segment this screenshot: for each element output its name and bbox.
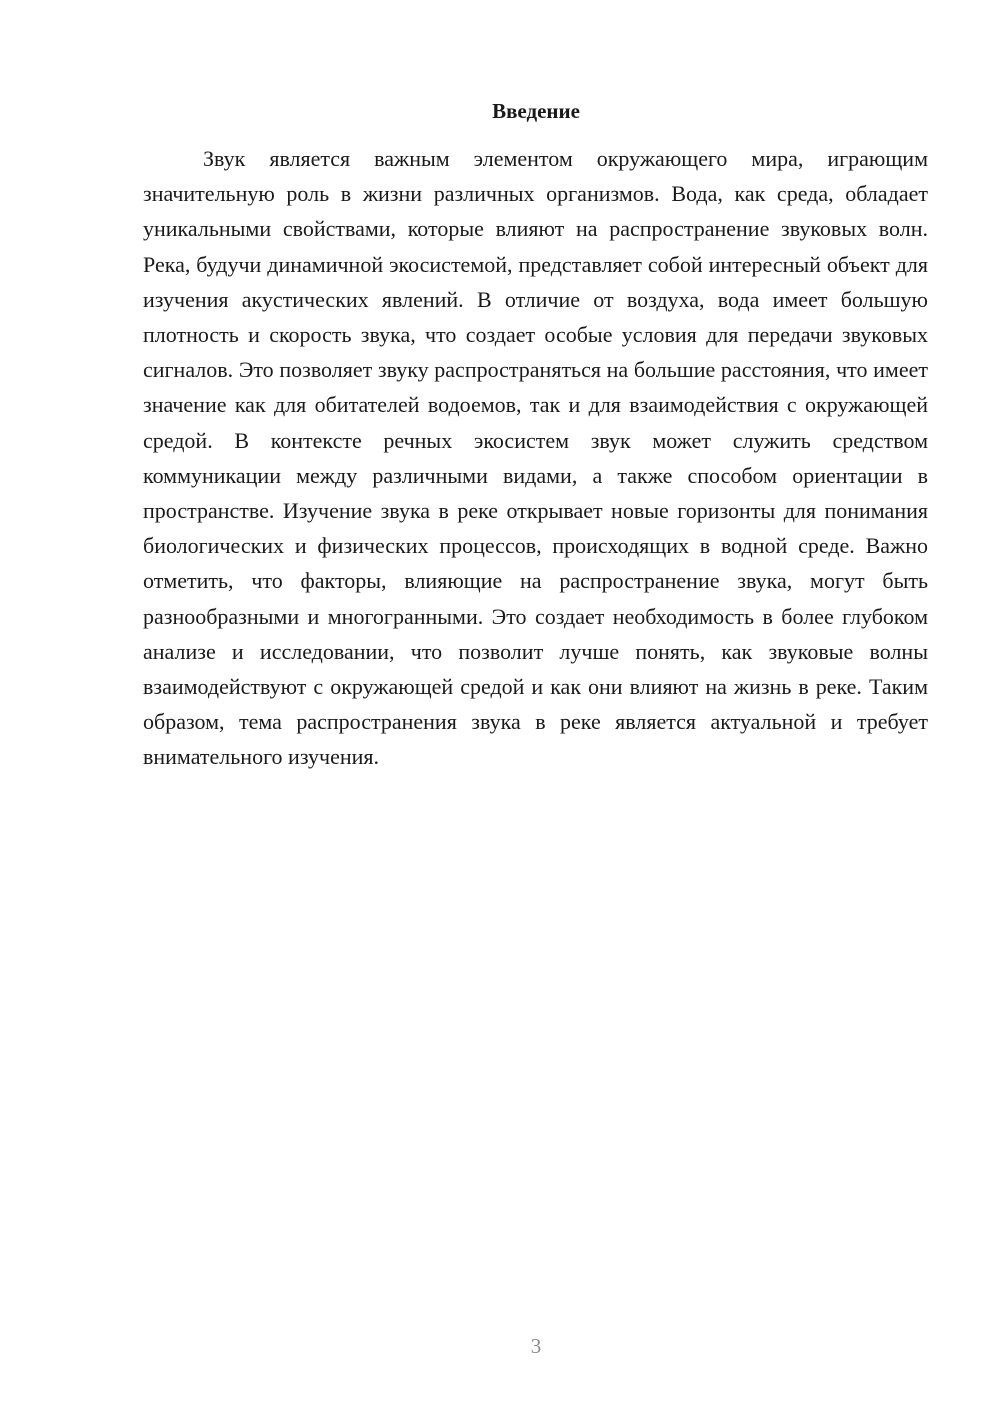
body-paragraph: Звук является важным элементом окружающего мира, играющим значительную роль в жизни различных организмов. Вода, как среда, обладает уникальными свойствами, которые влияют на распространение звуковых волн. Река, будучи динамичной экосистемой, представляет собой интересный объект для изучения акустических явлений. В отличие от воздуха, вода имеет большую плотность и скорость звука, что создает особые условия для передачи звуковых сигналов. Это позволяет звуку распространяться на большие расстояния, что имеет значение как для обитателей водоемов, так и для взаимодействия с окружающей средой. В контексте речных экосистем звук может служить средством коммуникации между различными видами, а также способом ориентации в пространстве. Изучение звука в реке открывает новые горизонты для понимания биологических и физических процессов, происходящих в водной среде. Важно отметить, что факторы, влияющие на распространение звука, могут быть разнообразными и многогранными. Это создает необходимость в более глубоком анализе и исследовании, что позволит лучше понять, как звуковые волны взаимодействуют с окружающей средой и как они влияют на жизнь в реке. Таким образом, тема распространения звука в реке является актуальной и требует внимательного изучения. — [143, 146, 928, 770]
page-number: 3 — [530, 1334, 542, 1358]
section-heading: Введение — [492, 99, 580, 123]
